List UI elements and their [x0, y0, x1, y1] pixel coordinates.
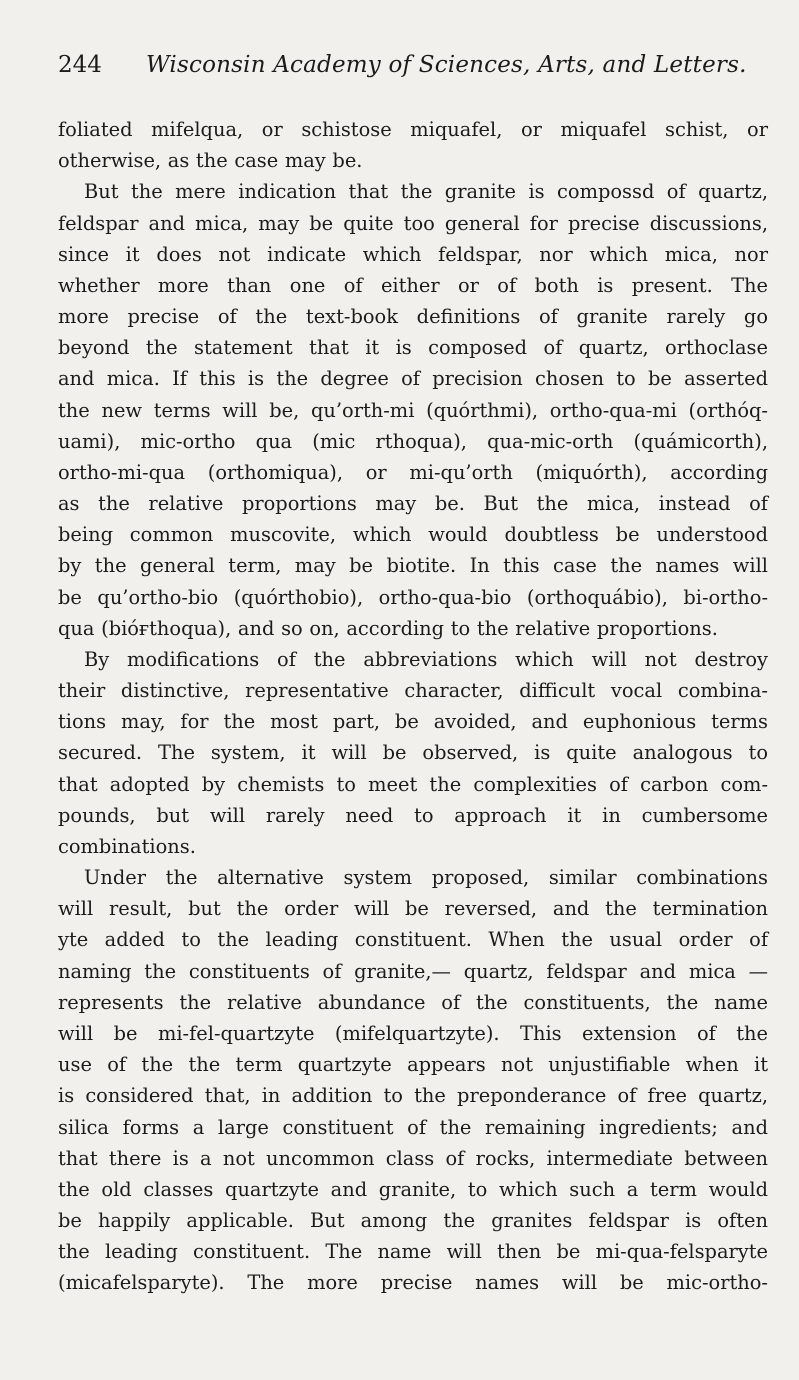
text-line: tions may, for the most part, be avoided, and euphonious terms [58, 710, 768, 734]
text-line: represents the relative abundance of the constituents, the name [58, 990, 768, 1014]
text-line: By modifications of the abbreviations which will not destroy [84, 647, 768, 671]
text-line: foliated mifelqua, or schistose miquafel, or miquafel schist, or [58, 118, 768, 141]
text-line: naming the constituents of granite,— quartz, feldspar and mica — [58, 959, 768, 983]
text-line: that there is a not uncommon class of rocks, intermediate between [58, 1146, 768, 1170]
text-line: combinations. [58, 834, 196, 858]
text-line: yte added to the leading constituent. When the usual order of [58, 928, 768, 952]
text-line: use of the the term quartzyte appears not unjustifiable when it [58, 1053, 768, 1077]
page-number: 244 [58, 52, 102, 78]
text-line: whether more than one of either or of both is present. The [58, 273, 768, 297]
text-line: Under the alternative system proposed, similar combinations [84, 866, 768, 890]
text-line: But the mere indication that the granite is compossd of quartz, [84, 180, 768, 204]
text-line: their distinctive, representative character, difficult vocal combina- [58, 679, 768, 703]
text-line: by the general term, may be biotite. In this case the names will [58, 554, 768, 578]
text-line: the leading constituent. The name will then be mi-qua-felsparyte [58, 1240, 768, 1264]
text-line: uami), mic-ortho qua (mic rthoqua), qua-mic-orth (quámicorth), [58, 429, 768, 453]
text-line: more precise of the text-book definitions of granite rarely go [58, 305, 768, 329]
text-line: otherwise, as the case may be. [58, 149, 363, 173]
text-line: the new terms will be, qu’orth-mi (quórthmi), ortho-qua-mi (orthóq- [58, 398, 768, 422]
text-line: the old classes quartzyte and granite, to which such a term would [58, 1177, 768, 1201]
text-line: ortho-mi-qua (orthomiqua), or mi-qu’orth (miquórth), according [58, 460, 768, 484]
text-line: beyond the statement that it is composed of quartz, orthoclase [58, 336, 768, 360]
running-head [58, 52, 758, 92]
text-line: secured. The system, it will be observed, is quite analogous to [58, 741, 768, 765]
body-text [58, 114, 768, 1299]
text-line: be happily applicable. But among the granites feldspar is often [58, 1209, 768, 1233]
text-line: pounds, but will rarely need to approach it in cumbersome [58, 803, 768, 827]
text-line: since it does not indicate which feldspar, nor which mica, nor [58, 242, 768, 266]
text-line: (micafelsparyte). The more precise names will be mic-ortho- [58, 1271, 768, 1295]
text-line: qua (bióғthoqua), and so on, according to the relative proportions. [58, 616, 718, 640]
text-line: silica forms a large constituent of the remaining ingredients; and [58, 1115, 768, 1139]
text-line: is considered that, in addition to the preponderance of free quartz, [58, 1084, 768, 1108]
text-line: being common muscovite, which would doubtless be understood [58, 523, 768, 547]
text-line: will result, but the order will be reversed, and the termination [58, 897, 768, 921]
text-line: and mica. If this is the degree of precision chosen to be asserted [58, 367, 768, 391]
text-line: be qu’ortho-bio (quórthobio), ortho-qua-bio (orthoquábio), bi-ortho- [58, 585, 768, 609]
text-line: as the relative proportions may be. But the mica, instead of [58, 492, 768, 516]
text-line: feldspar and mica, may be quite too general for precise discussions, [58, 211, 768, 235]
journal-title: Wisconsin Academy of Sciences, Arts, and Letters. [146, 52, 747, 78]
text-line: that adopted by chemists to meet the complexities of carbon com- [58, 772, 768, 796]
text-line: will be mi-fel-quartzyte (mifelquartzyte). This extension of the [58, 1021, 768, 1045]
